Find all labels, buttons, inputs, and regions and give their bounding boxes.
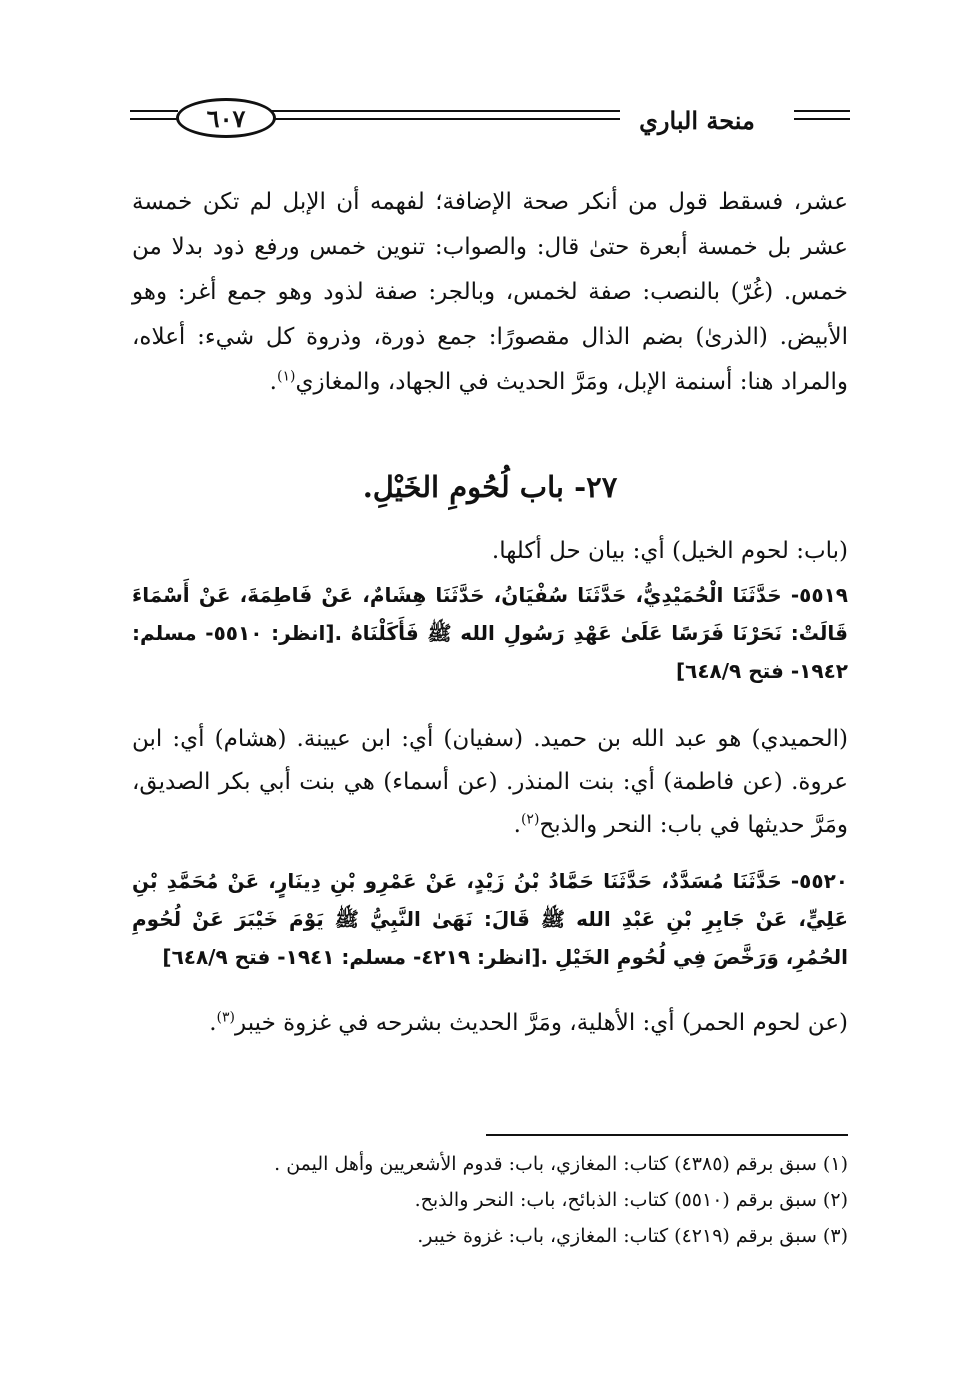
chapter-heading: ٢٧- باب لُحُومِ الخَيْلِ. bbox=[362, 470, 618, 504]
commentary-text: (الحميدي) هو عبد الله بن حميد. (سفيان) أي: ابن عيينة. (هشام) أي: ابن عروة. (عن فاطمة) أي: بنت المنذر. (عن أسماء) هي بنت أبي بكر الصديق، ومَرَّ حديثها في باب: النحر والذبح bbox=[132, 726, 848, 838]
hadith-text: ٥٥١٩- حَدَّثَنَا الْحُمَيْدِيُّ، حَدَّثَنَا سُفْيَانُ، حَدَّثَنَا هِشَامٌ، عَنْ فَاطِمَةَ، عَنْ أَسْمَاءَ قَالَتْ: نَحَرْنَا فَرَسًا عَلَىٰ عَهْدِ رَسُولِ الله ﷺ فَأَكَلْنَاهُ .[انظر: ٥٥١٠- مسلم: ١٩٤٢- فتح ٦٤٨/٩] bbox=[132, 583, 848, 683]
header-rule-middle-bottom bbox=[268, 118, 620, 120]
page-number: ٦٠٧ bbox=[176, 98, 276, 138]
header-rule-right-top bbox=[794, 110, 850, 112]
footnote: (١) سبق برقم (٤٣٨٥) كتاب: المغازي، باب: قدوم الأشعريين وأهل اليمن . bbox=[274, 1153, 848, 1175]
footnote-ref: (٣) bbox=[216, 1009, 235, 1026]
footnote-ref: (٢) bbox=[520, 811, 540, 828]
commentary-paragraph: عشر، فسقط قول من أنكر صحة الإضافة؛ لفهمه أن الإبل لم تكن خمسة عشر بل خمسة أبعرة حتىٰ قال: والصواب: تنوين خمس ورفع ذود بدلا من خمس. (غُرّ) بالنصب: صفة لخمس، وبالجر: صفة لذود وهو جمع أغر: وهو الأبيض. (الذرىٰ) بضم الذال مقصورًا: جمع ذورة، وذروة كل شيء: أعلاه، والمراد هنا: أسنمة الإبل، ومَرَّ الحديث في الجهاد، والمغازي$^{(١)}$. bbox=[132, 189, 848, 395]
footnote-divider bbox=[486, 1134, 848, 1136]
header-rule-middle-top bbox=[268, 110, 620, 112]
commentary-paragraph: (باب: لحوم الخيل) أي: بيان حل أكلها. bbox=[491, 538, 848, 564]
commentary-text: (عن لحوم الحمر) أي: الأهلية، ومَرَّ الحديث بشرحه في غزوة خيبر bbox=[235, 1010, 848, 1036]
footnotes bbox=[132, 1146, 848, 1254]
footnote: (٢) سبق برقم (٥٥١٠) كتاب: الذبائح، باب: النحر والذبح. bbox=[414, 1189, 848, 1211]
header-rule-left-top bbox=[130, 110, 178, 112]
hadith-text: ٥٥٢٠- حَدَّثَنَا مُسَدَّدٌ، حَدَّثَنَا حَمَّادُ بْنُ زَيْدٍ، عَنْ عَمْرِو بْنِ دِينَارٍ، عَنْ مُحَمَّدِ بْنِ عَلِيٍّ، عَنْ جَابِرِ بْنِ عَبْدِ الله ﷺ قَالَ: نَهَىٰ النَّبِيُّ ﷺ يَوْمَ خَيْبَرَ عَنْ لُحُومِ الحُمُرِ، وَرَخَّصَ فِي لُحُومِ الخَيْلِ .[انظر: ٤٢١٩- مسلم: ١٩٤١- فتح ٦٤٨/٩] bbox=[132, 869, 848, 969]
book-title: منحة الباري bbox=[639, 106, 755, 135]
header-rule-right-bottom bbox=[794, 118, 850, 120]
page-header bbox=[130, 88, 850, 148]
commentary-paragraph: (عن لحوم الحمر) أي: الأهلية، ومَرَّ الحديث بشرحه في غزوة خيبر$^{(٣)}$. bbox=[209, 1009, 848, 1036]
footnote-ref: (١) bbox=[276, 368, 296, 385]
header-rule-left-bottom bbox=[130, 118, 178, 120]
footnote: (٣) سبق برقم (٤٢١٩) كتاب: المغازي، باب: غزوة خيبر. bbox=[417, 1225, 848, 1247]
commentary-text: عشر، فسقط قول من أنكر صحة الإضافة؛ لفهمه أن الإبل لم تكن خمسة عشر بل خمسة أبعرة حتىٰ قال: والصواب: تنوين خمس ورفع ذود بدلا من خمس. (غُرّ) بالنصب: صفة لخمس، وبالجر: صفة لذود وهو جمع أغر: وهو الأبيض. (الذرىٰ) بضم الذال مقصورًا: جمع ذورة، وذروة كل شيء: أعلاه، والمراد هنا: أسنمة الإبل، ومَرَّ الحديث في الجهاد، والمغازي bbox=[132, 189, 848, 395]
commentary-paragraph: (الحميدي) هو عبد الله بن حميد. (سفيان) أي: ابن عيينة. (هشام) أي: ابن عروة. (عن فاطمة) أي: بنت المنذر. (عن أسماء) هي بنت أبي بكر الصديق، ومَرَّ حديثها في باب: النحر والذبح$^{(٢)}$. bbox=[132, 726, 848, 838]
